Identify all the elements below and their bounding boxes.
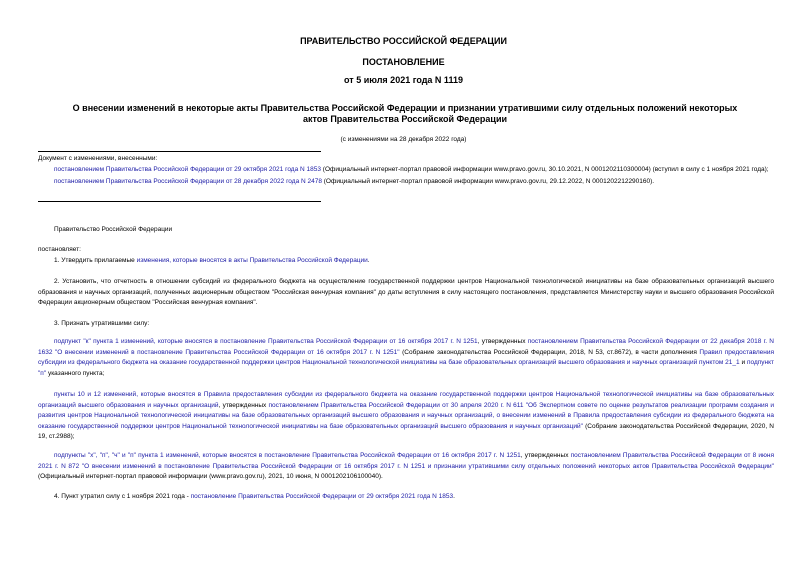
p3b-text-1: , утвержденных [218, 401, 269, 409]
p3a-text-4: указанного пункта; [46, 369, 105, 377]
p3c-link-2[interactable]: постановлением Правительства Российской Федерации от 8 июня 2021 г. N 872 "О внесении изменений в постановление Правительства Российской Федерации от 16 октября 2017 г. N 1251 и признании утратившими силу отдельных положений некоторых актов Правительства Российской Федерации" [38, 452, 774, 470]
paragraph-3: 3. Признать утратившими силу: [54, 320, 150, 327]
paragraph-3a [38, 337, 774, 379]
p3a-link-2[interactable]: постановлением Правительства Российской Федерации от 22 декабря 2018 г. N 1632 "О внесении изменений в постановление Правительства Российской Федерации от 16 октября 2017 г. N 1251" [38, 338, 774, 356]
document-title: О внесении изменений в некоторые акты Правительства Российской Федерации и признании утратившими силу отдельных положений некоторых актов Правительства Российской Федерации [72, 103, 738, 124]
paragraph-4 [38, 492, 774, 503]
change-text-1: (Официальный интернет-портал правовой информации www.pravo.gov.ru, 30.10.2021, N 0001202110300004) (вступил в силу с 1 ноября 2021 года); [320, 165, 769, 173]
p3b-text-2: (Собрание законодательства Российской Федерации, 2020, N 19, ст.2988); [38, 422, 774, 440]
p1-end: . [367, 257, 370, 264]
changes-box [38, 154, 774, 188]
change-link-2[interactable]: постановлением Правительства Российской Федерации от 28 декабря 2022 года N 2478 [54, 178, 322, 185]
p4-link[interactable]: постановление Правительства Российской Федерации от 29 октября 2021 года N 1853 [190, 493, 454, 500]
issuer: Правительство Российской Федерации [54, 226, 173, 233]
change-text-2: (Официальный интернет-портал правовой информации www.pravo.gov.ru, 29.12.2022, N 0001202212290160). [321, 178, 655, 185]
p4-text: 4. Пункт утратил силу с 1 ноября 2021 года - [54, 493, 191, 500]
paragraph-1 [38, 256, 774, 267]
revision-note: (с изменениями на 28 декабря 2022 года) [340, 136, 467, 143]
p3c-link-1[interactable]: подпункты "х", "п", "ч" и "п" пункта 1 изменений, которые вносятся в постановление Правительства Российской Федерации от 16 октября 2017 г. N 1251 [54, 452, 521, 459]
p1-link[interactable]: изменения, которые вносятся в акты Правительства Российской Федерации [136, 257, 368, 264]
changes-bottom-divider [38, 201, 321, 202]
p3c-text-2: (Официальный интернет-портал правовой информации (www.pravo.gov.ru), 2021, 10 июня, N 0001202106100040). [38, 473, 383, 480]
changes-top-divider [38, 151, 321, 152]
government-heading: ПРАВИТЕЛЬСТВО РОССИЙСКОЙ ФЕДЕРАЦИИ [300, 36, 507, 46]
paragraph-3b [38, 390, 774, 443]
p3a-link-4[interactable]: подпункт "п" [38, 359, 774, 377]
change-link-1[interactable]: постановлением Правительства Российской Федерации от 29 октября 2021 года N 1853 [54, 165, 321, 173]
p4-end: . [453, 493, 455, 500]
paragraph-2: 2. Установить, что отчетность в отношении субсидий из федерального бюджета на осуществление государственной поддержки центров Национальной технологической инициативы на базе образовательных организаций высшего образования и научных организаций, полученных акционерным обществом "Российская венчурная компания" до даты вступления в силу настоящего постановления, представляется Министерству науки и высшего образования Российской Федерации акционерным обществом "Российская венчурная компания". [38, 278, 774, 306]
document-date-number: от 5 июля 2021 года N 1119 [344, 75, 463, 85]
p1-text: 1. Утвердить прилагаемые [54, 257, 137, 264]
p3c-text-1: , утвержденных [520, 452, 571, 459]
p3a-text-1: , утвержденных [477, 338, 528, 345]
decrees-word: постановляет: [38, 246, 81, 253]
p3a-link-3[interactable]: Правил предоставления субсидии из федерального бюджета на оказание государственной поддержки центров Национальной технологической инициативы на базе образовательных организаций высшего образования и научных организаций пунктом 21_1 [38, 348, 774, 366]
change-item-1 [38, 165, 774, 176]
p3a-link-1[interactable]: подпункт "к" пункта 1 изменений, которые вносятся в постановление Правительства Российской Федерации от 16 октября 2017 г. N 1251 [54, 338, 478, 345]
p3a-text-3: и [739, 359, 747, 366]
p3b-link-2[interactable]: постановлением Правительства Российской Федерации от 30 апреля 2020 г. N 611 "Об Экспертном совете по оценке результатов реализации программ создания и развития центров Национальной технологической инициативы на базе образовательных организаций высшего образования и научных организаций, о внесении изменений в Правила предоставления субсидии из федерального бюджета на оказание государственной поддержки центров Национальной технологической инициативы на базе образовательных организаций высшего образования и научных организаций" [38, 401, 774, 430]
p3b-link-1[interactable]: пункты 10 и 12 изменений, которые вносятся в Правила предоставления субсидии из федерального бюджета на оказание государственной поддержки центров Национальной технологической инициативы на базе образовательных организаций высшего образования и научных организаций [38, 391, 774, 409]
p3a-text-2: (Собрание законодательства Российской Федерации, 2018, N 53, ст.8672), в части дополнения [399, 348, 700, 356]
changes-intro: Документ с изменениями, внесенными: [38, 155, 158, 162]
paragraph-3c [38, 451, 774, 483]
change-item-2 [38, 177, 774, 188]
document-type: ПОСТАНОВЛЕНИЕ [362, 57, 445, 67]
